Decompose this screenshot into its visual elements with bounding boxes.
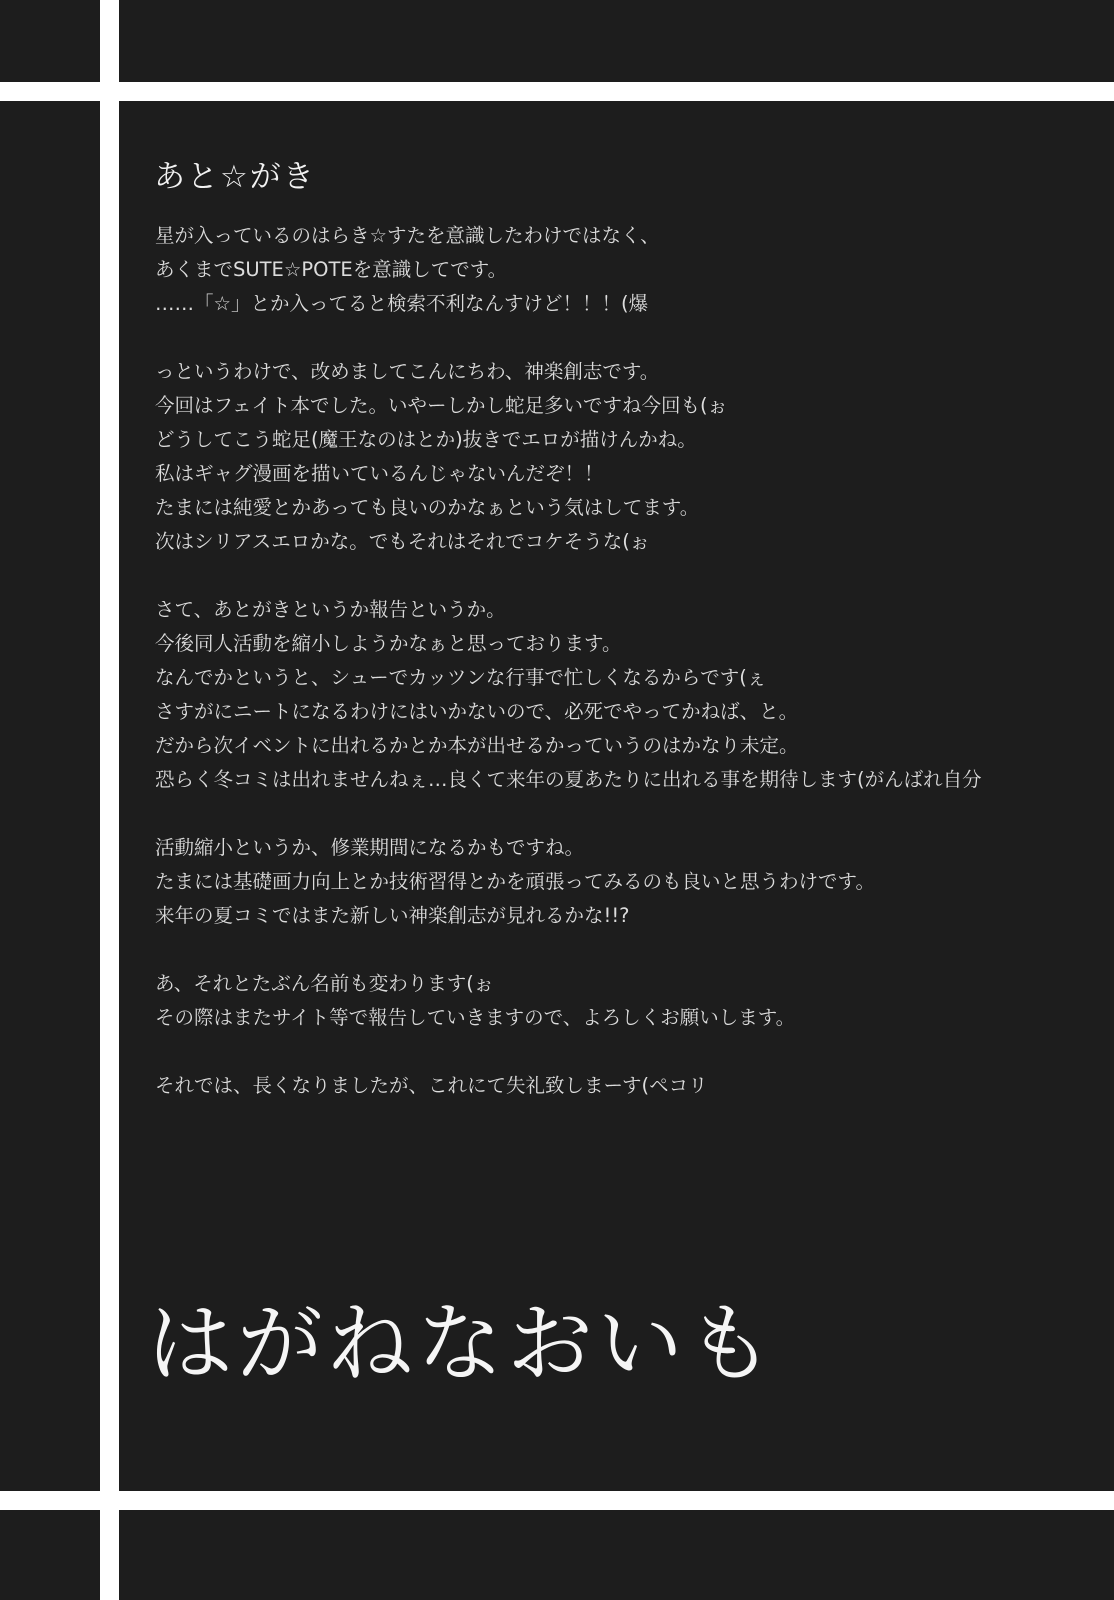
paragraph-line: それでは、長くなりましたが、これにて失礼致しまーす(ペコリ — [155, 1074, 708, 1097]
paragraph-line: 今後同人活動を縮小しようかなぁと思っております。 — [155, 632, 622, 655]
paragraph-line: 次はシリアスエロかな。でもそれはそれでコケそうな(ぉ — [155, 530, 650, 553]
panel-bottom-right — [119, 1510, 1114, 1600]
paragraph-line: 私はギャグ漫画を描いているんじゃないんだぞ！！ — [155, 462, 604, 485]
panel-top-left — [0, 0, 100, 82]
page-title: あと☆がき — [154, 159, 316, 195]
paragraph-line: 星が入っているのはらき☆すたを意識したわけではなく、 — [155, 224, 660, 247]
paragraph-6 — [155, 1069, 1085, 1103]
panel-middle-left — [0, 101, 100, 1491]
afterword-body — [155, 219, 1085, 1137]
panel-bottom-left — [0, 1510, 100, 1600]
paragraph-line: 恐らく冬コミは出れませんねぇ…良くて来年の夏あたりに出れる事を期待します(がんばれ自分 — [155, 768, 982, 791]
paragraph-line: あ、それとたぶん名前も変わります(ぉ — [155, 972, 494, 995]
paragraph-4 — [155, 831, 1085, 933]
afterword-content — [119, 101, 1114, 1491]
paragraph-2 — [155, 355, 1085, 559]
panel-top-right — [119, 0, 1114, 82]
paragraph-line: 来年の夏コミではまた新しい神楽創志が見れるかな!!? — [155, 904, 630, 927]
paragraph-line: たまには純愛とかあっても良いのかなぁという気はしてます。 — [155, 496, 700, 519]
paragraph-line: さすがにニートになるわけにはいかないので、必死でやってかねば、と。 — [155, 700, 799, 723]
paragraph-line: その際はまたサイト等で報告していきますので、よろしくお願いします。 — [155, 1006, 796, 1029]
paragraph-line: っというわけで、改めましてこんにちわ、神楽創志です。 — [155, 360, 660, 383]
paragraph-line: 活動縮小というか、修業期間になるかもですね。 — [155, 836, 585, 859]
paragraph-line: なんでかというと、シューでカッツンな行事で忙しくなるからです(ぇ — [155, 666, 767, 689]
paragraph-5 — [155, 967, 1085, 1035]
paragraph-1 — [155, 219, 1085, 321]
paragraph-line: だから次イベントに出れるかとか本が出せるかっていうのはかなり未定。 — [155, 734, 799, 757]
paragraph-line: あくまでSUTE☆POTEを意識してです。 — [155, 258, 508, 281]
circle-logo: はがねなおいも — [147, 1294, 777, 1394]
paragraph-3 — [155, 593, 1085, 797]
paragraph-line: ……「☆」とか入ってると検索不利なんすけど！！！(爆 — [155, 292, 649, 315]
paragraph-line: さて、あとがきというか報告というか。 — [155, 598, 506, 621]
paragraph-line: たまには基礎画力向上とか技術習得とかを頑張ってみるのも良いと思うわけです。 — [155, 870, 875, 893]
paragraph-line: 今回はフェイト本でした。いやーしかし蛇足多いですね今回も(ぉ — [155, 394, 728, 417]
paragraph-line: どうしてこう蛇足(魔王なのはとか)抜きでエロが描けんかね。 — [155, 428, 697, 451]
